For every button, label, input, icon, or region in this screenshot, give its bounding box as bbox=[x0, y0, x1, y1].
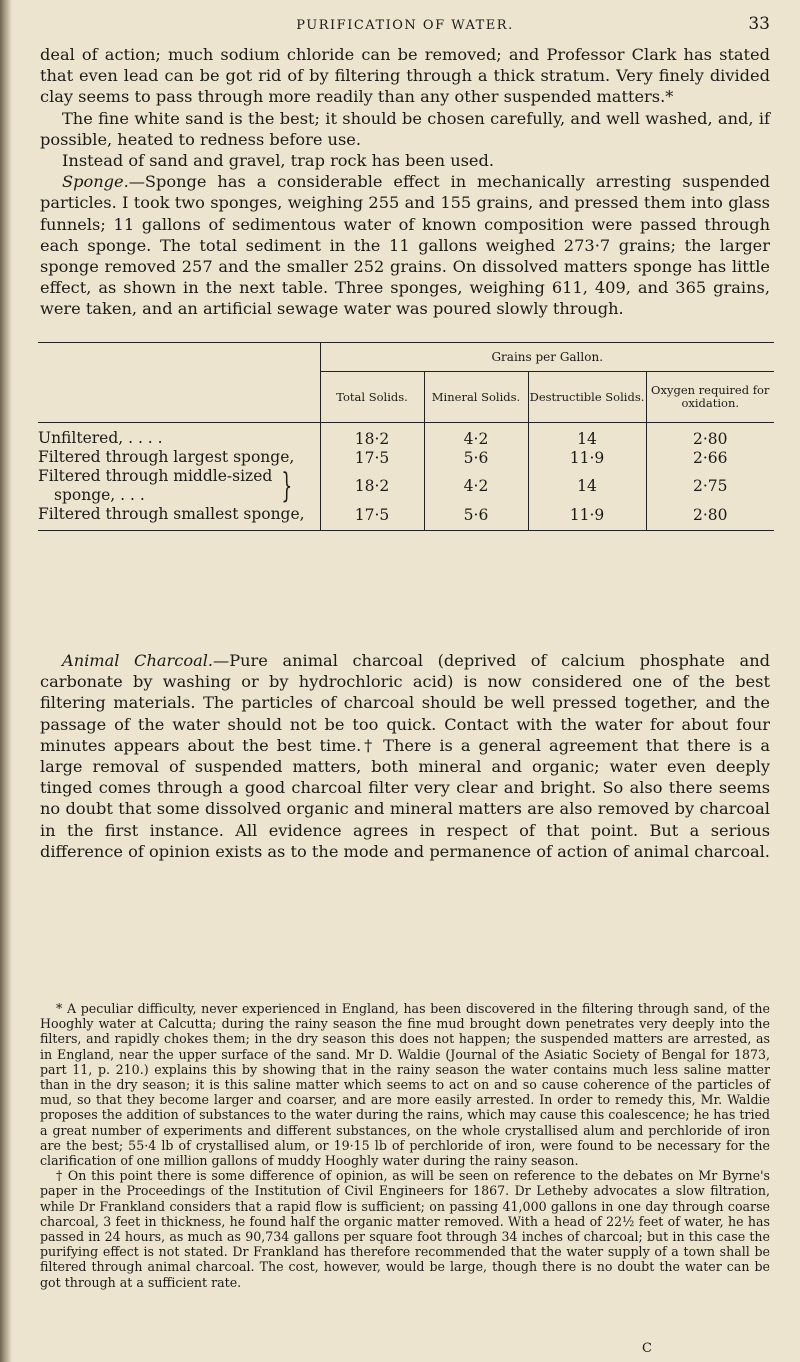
column-header: Oxygen required for oxidation. bbox=[646, 372, 774, 423]
column-header: Mineral Solids. bbox=[424, 372, 528, 423]
row-label: Filtered through largest sponge, bbox=[38, 448, 295, 466]
paragraph-fine-sand: The fine white sand is the best; it should be chosen carefully, and well washed, and, if possible, heated to redness before use. bbox=[40, 108, 770, 149]
row-label-line: sponge, . . . bbox=[54, 486, 145, 504]
charcoal-heading: Animal Charcoal. bbox=[62, 651, 214, 670]
paragraph-continuation: deal of action; much sodium chloride can be removed; and Professor Clark has stated that even lead can be got rid of by filtering through a thick stratum. Very finely divided clay seems to pass through more readily than any other suspended matters.* bbox=[40, 45, 770, 107]
sponge-results-table bbox=[38, 342, 774, 531]
paragraph-animal-charcoal bbox=[40, 650, 770, 862]
running-title: PURIFICATION OF WATER. bbox=[296, 18, 514, 33]
upper-text-block bbox=[40, 44, 770, 320]
signature-mark: C bbox=[642, 1341, 652, 1356]
lower-text-block bbox=[40, 650, 770, 862]
footnote-star: * A peculiar difficulty, never experienced in England, has been discovered in the filtering through sand, of the Hooghly water at Calcutta; during the rainy season the fine mud brought down penetrates very deeply into the filters, and rapidly chokes them; in the dry season this does not happen; the suspended matters are arrested, as in England, near the upper surface of the sand. Mr D. Waldie (Journal of the Asiatic Society of Bengal for 1873, part 11, p. 210.) explains this by showing that in the rainy season the water contains much less saline matter than in the dry season; it is this saline matter which seems to act on and so cause coherence of the particles of mud, so that they become larger and coarser, and are more easily arrested. In order to remedy this, Mr. Waldie proposes the addition of substances to the water during the rains, which may cause this coalescence; he has tried a great number of experiments and different substances, on the whole crystallised alum and perchloride of iron are the best; 55·4 lb of crystallised alum, or 19·15 lb of perchloride of iron, were found to be necessary for the clarification of one million gallons of muddy Hooghly water during the rainy season. bbox=[40, 1001, 770, 1169]
table-cell: 14 bbox=[528, 467, 646, 505]
table-row bbox=[38, 448, 774, 467]
table-row bbox=[38, 505, 774, 531]
table-row bbox=[38, 423, 774, 449]
table-cell: 14 bbox=[528, 423, 646, 449]
table-cell: 17·5 bbox=[320, 505, 424, 531]
paragraph-trap-rock: Instead of sand and gravel, trap rock has been used. bbox=[62, 151, 495, 171]
footnote-dagger: † On this point there is some difference of opinion, as will be seen on reference to the debates on Mr Byrne's paper in the Proceedings of the Institution of Civil Engineers for 1867. Dr Letheby advocates a slow filtration, while Dr Frankland considers that a rapid flow is sufficient; on passing 41,000 gallons in one day through coarse charcoal, 3 feet in thickness, he found half the organic matter removed. With a head of 22½ feet of water, he has passed in 24 hours, as much as 90,734 gallons per square foot through 34 inches of charcoal; but in this case the purifying effect is not stated. Dr Frankland has therefore recommended that the water supply of a town shall be filtered through animal charcoal. The cost, however, would be large, though there is no doubt the water can be got through at a sufficient rate. bbox=[40, 1168, 770, 1290]
table-cell: 2·80 bbox=[646, 505, 774, 531]
row-label-line: Filtered through middle-sized bbox=[38, 467, 273, 485]
charcoal-text: —Pure animal charcoal (deprived of calcium phosphate and carbonate by washing or by hydrochloric acid) is now considered one of the best filtering materials. The particles of charcoal should be well pressed together, and the passage of the water should not be too quick. Contact with the water for about four minutes appears about the best time.† There is a general agreement that there is a large removal of suspended matters, both mineral and organic; water even deeply tinged comes through a good charcoal filter very clear and bright. So also there seems no doubt that some dissolved organic and mineral matters are also removed by charcoal in the first instance. All evidence agrees in respect of that point. But a serious difference of opinion exists as to the mode and permanence of action of animal charcoal. bbox=[40, 651, 770, 861]
table-cell: 2·75 bbox=[646, 467, 774, 505]
table-cell: 4·2 bbox=[424, 467, 528, 505]
paragraph-sponge bbox=[40, 171, 770, 319]
brace-mark: } bbox=[281, 466, 293, 506]
table-cell: 5·6 bbox=[424, 505, 528, 531]
row-label bbox=[38, 467, 320, 505]
table-corner bbox=[38, 343, 320, 423]
row-label: Filtered through smallest sponge, bbox=[38, 505, 305, 523]
footnotes bbox=[40, 1001, 770, 1290]
table-cell: 5·6 bbox=[424, 448, 528, 467]
table-cell: 11·9 bbox=[528, 448, 646, 467]
column-header: Destructible Solids. bbox=[528, 372, 646, 423]
binding-shadow bbox=[0, 0, 12, 1362]
table-group-header: Grains per Gallon. bbox=[320, 343, 774, 372]
column-header: Total Solids. bbox=[320, 372, 424, 423]
page-header bbox=[40, 14, 770, 38]
sponge-heading: Sponge. bbox=[62, 172, 129, 192]
table-cell: 2·80 bbox=[646, 423, 774, 449]
table-cell: 11·9 bbox=[528, 505, 646, 531]
table-cell: 18·2 bbox=[320, 423, 424, 449]
table-cell: 2·66 bbox=[646, 448, 774, 467]
table-row bbox=[38, 467, 774, 505]
table-cell: 17·5 bbox=[320, 448, 424, 467]
row-label: Unfiltered, . . . . bbox=[38, 429, 163, 447]
sponge-text: —Sponge has a considerable effect in mechanically arresting suspended particles. I took two sponges, weighing 255 and 155 grains, and pressed them into glass funnels; 11 gallons of sedimentous water of known composition were passed through each sponge. The total sediment in the 11 gallons weighed 273·7 grains; the larger sponge removed 257 and the smaller 252 grains. On dissolved matters sponge has little effect, as shown in the next table. Three sponges, weighing 611, 409, and 365 grains, were taken, and an artificial sewage water was poured slowly through. bbox=[40, 172, 770, 319]
table-cell: 18·2 bbox=[320, 467, 424, 505]
table-cell: 4·2 bbox=[424, 423, 528, 449]
page-number: 33 bbox=[748, 14, 770, 34]
